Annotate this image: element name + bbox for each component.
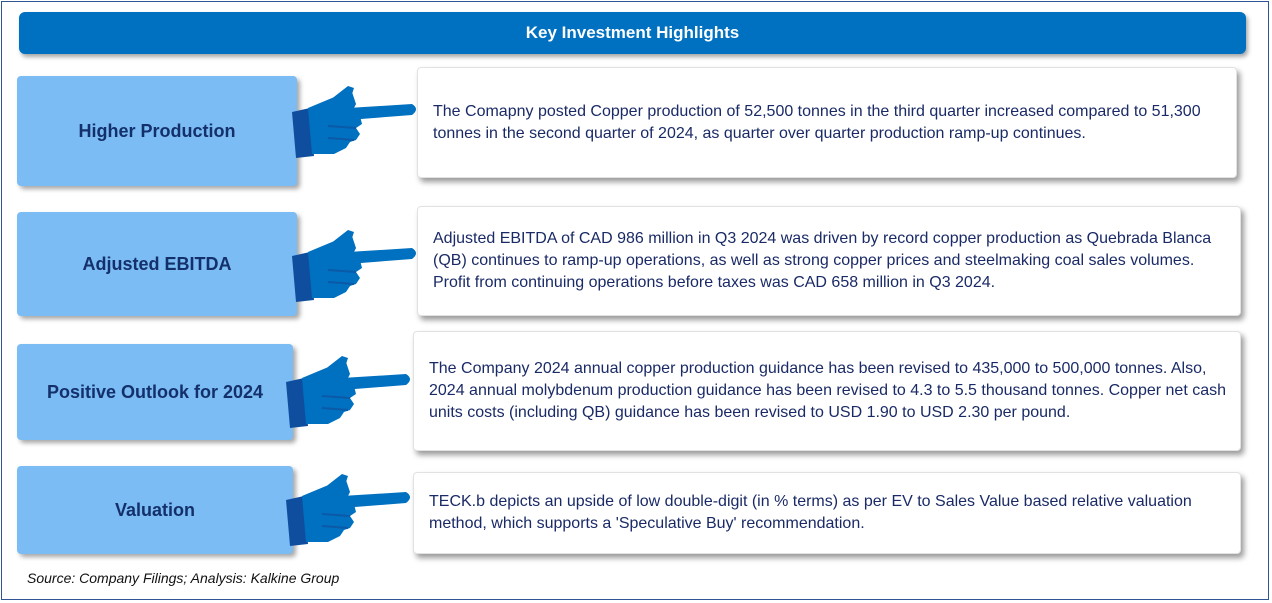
highlight-label-text: Valuation [114, 499, 195, 520]
highlight-label-valuation [17, 466, 293, 554]
highlight-text-box-valuation [413, 472, 1241, 554]
highlight-label-positive-outlook [17, 344, 293, 440]
highlight-label-text: Higher Production [78, 120, 236, 141]
pointing-hand-icon [290, 78, 420, 158]
highlight-text-box-higher-production [417, 67, 1237, 178]
pointing-hand-icon [290, 222, 420, 302]
highlight-label-higher-production [17, 76, 297, 186]
highlight-text-box-adjusted-ebitda [417, 206, 1241, 316]
highlight-text: The Comapny posted Copper production of 52,500 tonnes in the third quarter increased compared to 51,300 tonnes in the second quarter of 2024, as quarter over quarter production ramp-up continues. [433, 102, 1201, 142]
highlight-label-text: Adjusted EBITDA [82, 253, 232, 274]
source-note: Source: Company Filings; Analysis: Kalkine Group [27, 570, 340, 586]
highlight-text-box-positive-outlook [413, 331, 1241, 451]
highlight-text: TECK.b depicts an upside of low double-digit (in % terms) as per EV to Sales Value based relative valuation method, which supports a 'Speculative Buy' recommendation. [429, 493, 1192, 532]
highlight-label-adjusted-ebitda [17, 212, 297, 316]
pointing-hand-icon [284, 348, 414, 428]
highlight-text: Adjusted EBITDA of CAD 986 million in Q3 2024 was driven by record copper production as Quebrada Blanca (QB) continues to ramp-up operations, as well as strong copper prices and steelmaking coal sales volumes. Profit from continuing operations before taxes was CAD 658 million in Q3 2024. [433, 230, 1212, 291]
highlight-label-text: Positive Outlook for 2024 [46, 381, 264, 402]
pointing-hand-icon [284, 466, 414, 546]
page-title: Key Investment Highlights [19, 12, 1246, 54]
highlight-text: The Company 2024 annual copper production guidance has been revised to 435,000 to 500,000 tonnes. Also, 2024 annual molybdenum production guidance has been revised to 4.3 to 5.5 thousand tonnes. Copper net cash units costs (including QB) guidance has been revised to USD 1.90 to USD 2.30 per pound. [429, 360, 1227, 421]
